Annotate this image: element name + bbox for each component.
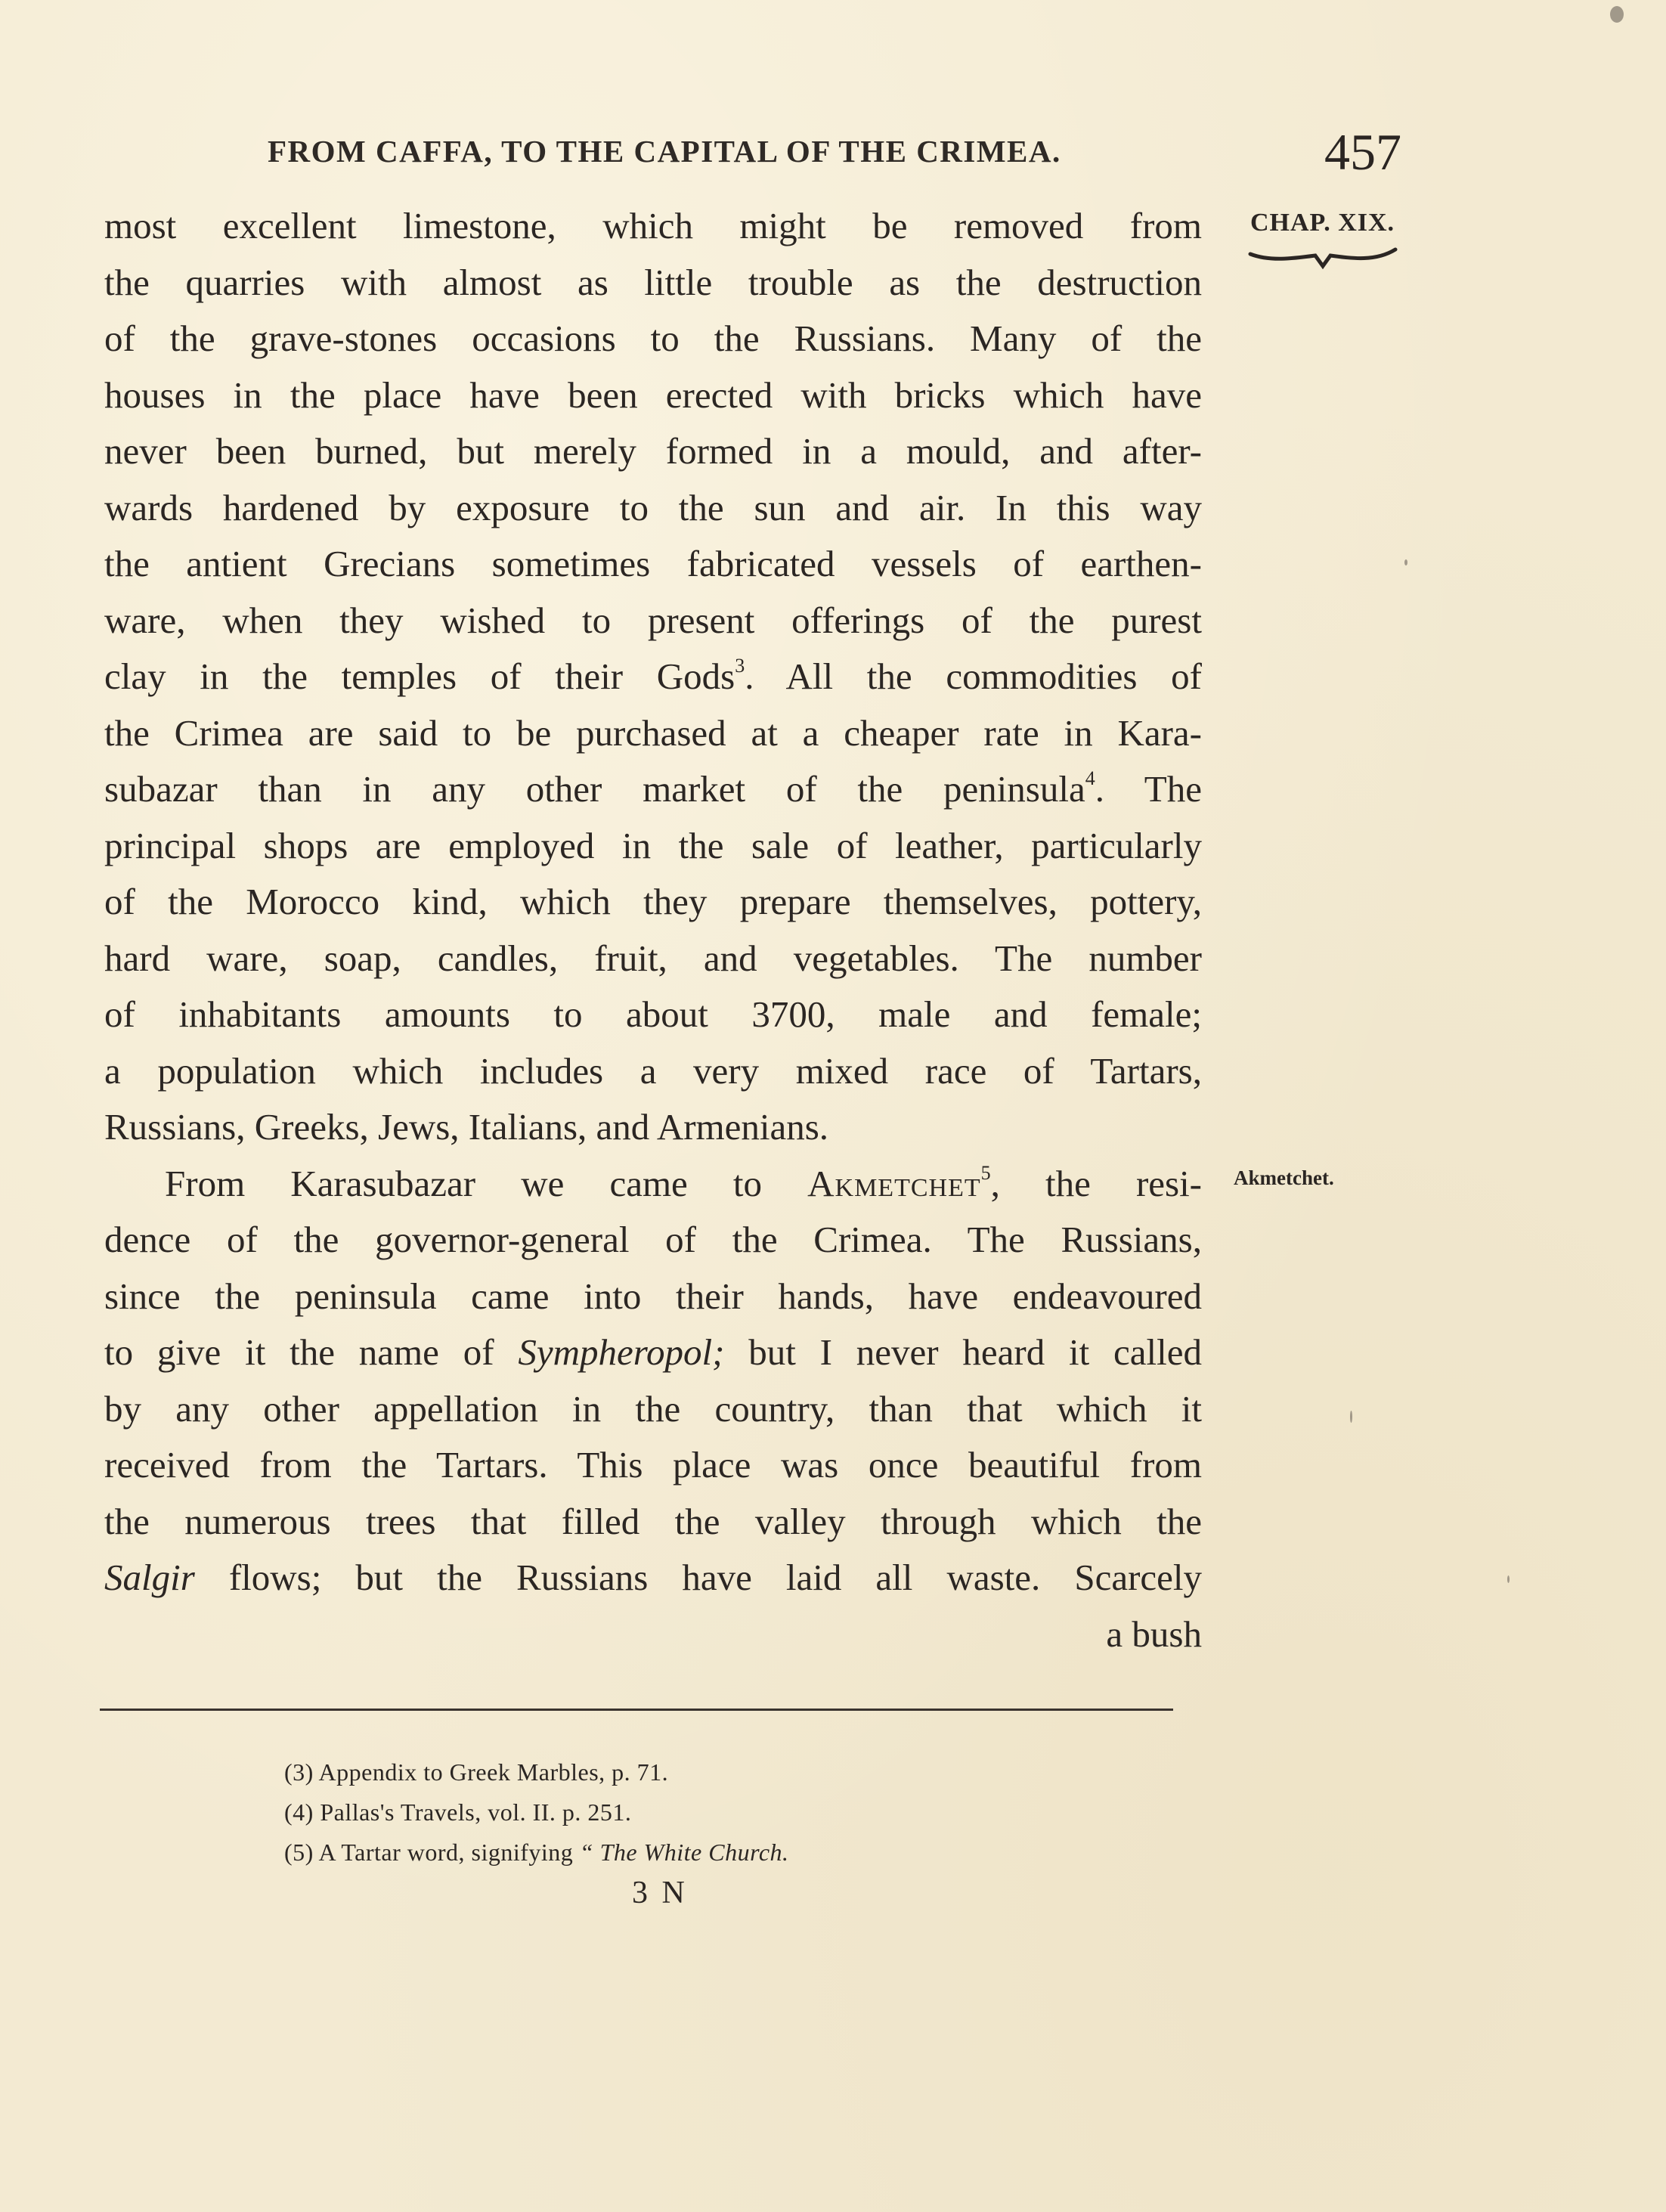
footnote-number: (3) xyxy=(284,1758,314,1786)
text-line: of the Morocco kind, which they prepare themselves, pottery, xyxy=(104,881,1202,922)
text-line: of the grave-stones occasions to the Russians. Many of the xyxy=(104,318,1202,359)
text-line xyxy=(104,1324,1202,1381)
text-line: the numerous trees that filled the valley through which the xyxy=(104,1500,1202,1542)
text-line: received from the Tartars. This place was once beautiful from xyxy=(104,1444,1202,1486)
text-fragment: to give it the name of xyxy=(104,1331,494,1373)
footnote-4 xyxy=(284,1792,789,1832)
footnote-ref-3[interactable]: 3 xyxy=(735,655,745,677)
footnote-ref-4[interactable]: 4 xyxy=(1085,767,1095,789)
text-line: most excellent limestone, which might be removed from xyxy=(104,205,1202,246)
signature-mark: 3 N xyxy=(632,1876,688,1910)
text-line: by any other appellation in the country, than that which it xyxy=(104,1387,1202,1430)
text-fragment: clay in the temples of their Gods xyxy=(104,655,735,697)
text-line: wards hardened by exposure to the sun and air. In this way xyxy=(104,486,1202,528)
margin-note-akmetchet: Akmetchet. xyxy=(1234,1166,1334,1189)
footnote-text: Appendix to Greek Marbles, p. 71. xyxy=(318,1758,669,1786)
place-name: Akmetchet xyxy=(807,1162,981,1204)
decorative-brace-icon xyxy=(1247,246,1398,272)
footnote-text: A Tartar word, signifying xyxy=(318,1839,574,1866)
text-line xyxy=(104,761,1202,818)
footnote-italic: “ The White Church. xyxy=(579,1839,789,1866)
footnote-ref-5[interactable]: 5 xyxy=(980,1161,991,1184)
text-line: ware, when they wished to present offerings of the purest xyxy=(104,599,1202,641)
footnote-divider xyxy=(100,1709,1173,1711)
page-number: 457 xyxy=(1324,123,1401,181)
footnote-3 xyxy=(284,1752,789,1792)
body-text xyxy=(104,198,1202,1662)
running-title: FROM CAFFA, TO THE CAPITAL OF THE CRIMEA. xyxy=(268,134,1061,169)
text-line: houses in the place have been erected with bricks which have xyxy=(104,373,1202,416)
text-line: a population which includes a very mixed race of Tartars, xyxy=(104,1049,1202,1092)
margin-chapter-label: CHAP. XIX. xyxy=(1250,209,1395,237)
text-line: dence of the governor-general of the Crimea. The Russians, xyxy=(104,1219,1202,1260)
footnote-number: (5) xyxy=(284,1839,314,1866)
text-fragment: . The xyxy=(1095,768,1202,810)
text-line xyxy=(104,649,1202,705)
catchword: a bush xyxy=(1106,1613,1202,1655)
text-fragment: , the resi- xyxy=(990,1162,1203,1204)
text-line: never been burned, but merely formed in a mould, and after- xyxy=(104,430,1202,472)
page-header xyxy=(106,122,1406,181)
text-line: principal shops are employed in the sale of leather, particularly xyxy=(104,824,1202,866)
italic-name: Sympheropol; xyxy=(518,1331,725,1373)
text-line: the antient Grecians sometimes fabricated vessels of earthen- xyxy=(104,543,1202,584)
text-fragment: but I never heard it called xyxy=(724,1331,1203,1373)
text-line: the quarries with almost as little trouble as the destruction xyxy=(104,261,1202,303)
text-fragment: . All the commodities of xyxy=(745,655,1202,697)
footnotes xyxy=(284,1752,789,1873)
footnote-5 xyxy=(284,1832,789,1873)
footnote-text: Pallas's Travels, vol. II. p. 251. xyxy=(320,1798,632,1826)
text-fragment: From Karasubazar we came to xyxy=(165,1162,763,1204)
paper-speck xyxy=(1404,559,1407,565)
text-line: Russians, Greeks, Jews, Italians, and Armenians. xyxy=(104,1106,829,1148)
paper-speck xyxy=(1350,1411,1352,1423)
italic-name: Salgir xyxy=(104,1557,195,1598)
text-fragment: flows; but the Russians have laid all waste. Scarcely xyxy=(228,1557,1203,1598)
text-fragment: subazar than in any other market of the peninsula xyxy=(104,768,1085,810)
paper-speck xyxy=(1507,1575,1510,1583)
text-line xyxy=(104,1550,1202,1606)
footnote-number: (4) xyxy=(284,1798,314,1826)
text-line: since the peninsula came into their hands, have endeavoured xyxy=(104,1275,1202,1317)
text-line: hard ware, soap, candles, fruit, and vegetables. The number xyxy=(104,937,1202,979)
paper-speck xyxy=(1610,6,1624,23)
text-line xyxy=(104,1156,1202,1213)
text-line: the Crimea are said to be purchased at a cheaper rate in Kara- xyxy=(104,711,1202,754)
text-line: of inhabitants amounts to about 3700, male and female; xyxy=(104,993,1202,1035)
